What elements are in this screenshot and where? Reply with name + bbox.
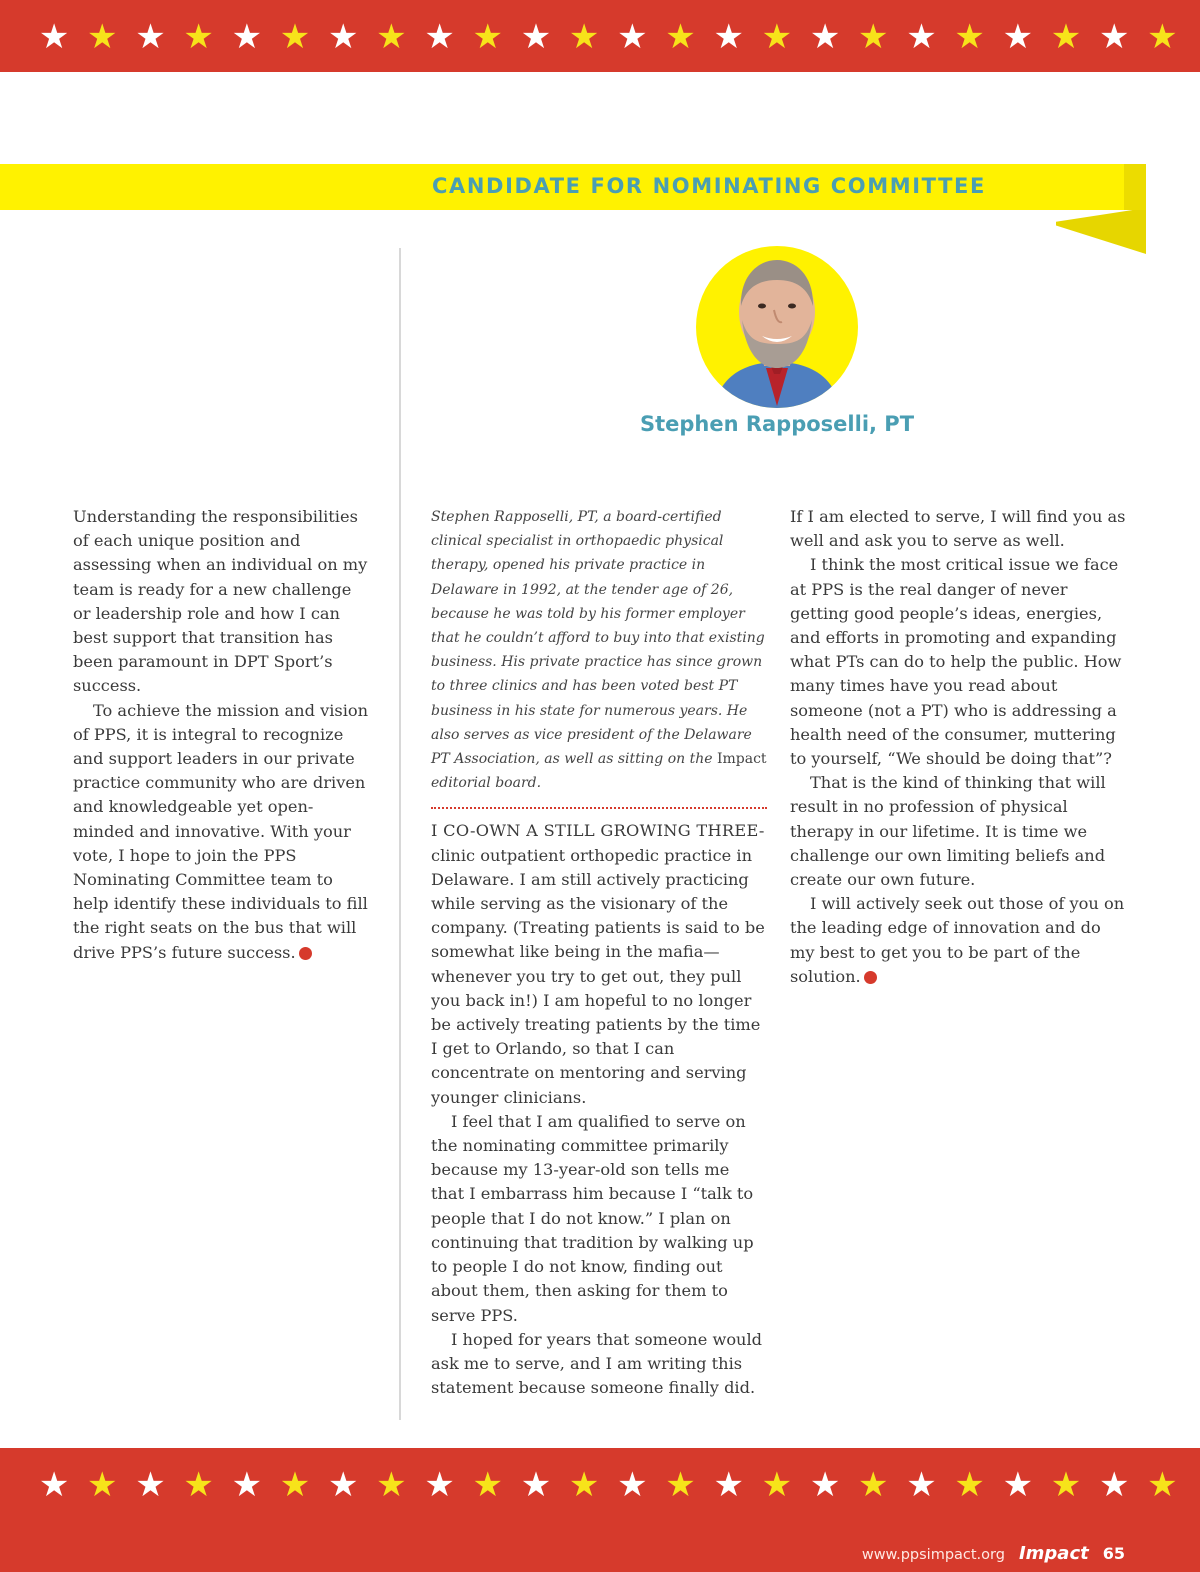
star-icon: ★ (809, 17, 841, 57)
star-icon: ★ (761, 1465, 793, 1505)
bio-text-end: editorial board. (431, 775, 542, 792)
star-row-top (30, 17, 1187, 57)
star-icon: ★ (1002, 1465, 1034, 1505)
page-number: 65 (1102, 1544, 1125, 1563)
star-icon: ★ (38, 17, 70, 57)
star-icon: ★ (183, 1465, 214, 1505)
star-icon: ★ (424, 17, 455, 57)
end-star-icon: ★ (299, 947, 312, 960)
star-icon: ★ (472, 1465, 504, 1505)
candidate-name: Stephen Rapposelli, PT (639, 412, 915, 436)
top-star-banner (0, 0, 1200, 72)
star-icon: ★ (617, 17, 648, 57)
star-icon: ★ (231, 1465, 263, 1505)
ribbon-fold (1056, 208, 1146, 254)
star-icon: ★ (1098, 1465, 1130, 1505)
star-icon: ★ (713, 17, 744, 57)
star-icon: ★ (279, 17, 311, 57)
paragraph (73, 699, 373, 965)
paragraph: I hoped for years that someone would ask me to serve, and I am writing this statement because someone finally did. (431, 1329, 763, 1398)
star-icon: ★ (135, 1465, 166, 1505)
star-icon: ★ (906, 1465, 937, 1505)
star-icon: ★ (183, 17, 214, 57)
paragraph: If I am elected to serve, I will find you as well and ask you to serve as well. (790, 507, 1126, 551)
candidate-bio (431, 505, 767, 795)
paragraph: Understanding the responsibilities of each unique position and assessing when an individual on my team is ready for a new challenge or leadership role and how I can best support that transition has been paramount in DPT Sport’s success. (73, 507, 368, 696)
star-icon: ★ (472, 17, 504, 57)
paragraph: That is the kind of thinking that will result in no profession of physical therapy in our lifetime. It is time we challenge our own limiting beliefs and create our own future. (790, 773, 1106, 890)
star-icon: ★ (1050, 1465, 1082, 1505)
star-icon: ★ (568, 17, 600, 57)
star-icon: ★ (327, 1465, 359, 1505)
star-icon: ★ (279, 1465, 311, 1505)
star-icon: ★ (520, 17, 552, 57)
star-icon: ★ (954, 17, 985, 57)
star-icon: ★ (1002, 17, 1034, 57)
star-icon: ★ (858, 17, 889, 57)
star-icon: ★ (713, 1465, 744, 1505)
paragraph-text: To achieve the mission and vision of PPS, it is integral to recognize and support leaders in our private practice community who are driven and knowledgeable yet open-minded and innovative. With your vote, I hope to join the PPS Nominating Committee team to help identify these individuals to fill the right seats on the bus that will drive PPS’s future success. (73, 700, 369, 962)
star-icon: ★ (376, 1465, 407, 1505)
star-icon: ★ (327, 17, 359, 57)
star-icon: ★ (87, 17, 118, 57)
star-icon: ★ (38, 1465, 70, 1505)
star-icon: ★ (809, 1465, 841, 1505)
column-divider (399, 248, 401, 1420)
star-icon: ★ (1147, 17, 1178, 57)
star-icon: ★ (1050, 17, 1082, 57)
star-icon: ★ (376, 17, 407, 57)
star-icon: ★ (424, 1465, 455, 1505)
paragraph (431, 819, 767, 1109)
star-icon: ★ (665, 1465, 696, 1505)
page-footer (862, 1543, 1125, 1564)
star-icon: ★ (858, 1465, 889, 1505)
bio-text: Stephen Rapposelli, PT, a board-certified clinical specialist in orthopaedic physical therapy, opened his private practice in Delaware in 1992, at the tender age of 26, because he was told by his former employer that he couldn’t afford to buy into that existing business. His private practice has since grown to three clinics and has been voted best PT business in his state for numerous years. He also serves as vice president of the Delaware PT Association, as well as sitting on the (431, 509, 765, 768)
portrait-illustration (696, 246, 858, 408)
bio-publication: Impact (716, 751, 767, 768)
footer-publication: Impact (1018, 1543, 1089, 1564)
star-icon: ★ (761, 17, 793, 57)
footer-url[interactable]: www.ppsimpact.org (861, 1547, 1005, 1563)
star-icon: ★ (231, 17, 263, 57)
column-left (73, 505, 373, 965)
dotted-divider (431, 807, 767, 809)
star-icon: ★ (1147, 1465, 1178, 1505)
paragraph: I feel that I am qualified to serve on the nominating committee primarily because my 13-year-old son tells me that I embarrass him because I “talk to people that I do not know.” I plan on continuing that tradition by walking up to people I do not know, finding out about them, then asking for them to serve PPS. (431, 1111, 754, 1325)
star-icon: ★ (1098, 17, 1130, 57)
paragraph: I think the most critical issue we face at PPS is the real danger of never getting good people’s ideas, energies, and efforts in promoting and expanding what PTs can do to help the public. How many times have you read about someone (not a PT) who is addressing a health need of the consumer, muttering to yourself, “We should be doing that”? (790, 555, 1122, 769)
end-star-icon: ★ (864, 971, 877, 984)
column-middle (431, 505, 767, 1400)
column-right (790, 505, 1130, 989)
star-icon: ★ (520, 1465, 552, 1505)
paragraph (790, 892, 1130, 989)
section-title: CANDIDATE FOR NOMINATING COMMITTEE (432, 174, 986, 198)
lead-in: I CO-OWN A STILL GROWING THREE- (431, 821, 765, 841)
star-row-bottom (30, 1465, 1187, 1505)
star-icon: ★ (954, 1465, 985, 1505)
star-icon: ★ (617, 1465, 648, 1505)
star-icon: ★ (568, 1465, 600, 1505)
star-icon: ★ (87, 1465, 118, 1505)
candidate-portrait (696, 246, 858, 408)
paragraph-text: I will actively seek out those of you on the leading edge of innovation and do my best to get you to be part of the solution. (790, 894, 1125, 986)
star-icon: ★ (665, 17, 696, 57)
paragraph-text: clinic outpatient orthopedic practice in Delaware. I am still actively practicing while serving as the visionary of the company. (Treating patients is said to be somewhat like being in the mafia—whenever you try to get out, they pull you back in!) I am hopeful to no longer be actively treating patients by the time I get to Orlando, so that I can concentrate on mentoring and serving younger clinicians. (431, 845, 765, 1107)
star-icon: ★ (135, 17, 166, 57)
star-icon: ★ (906, 17, 937, 57)
ribbon-end (1124, 164, 1146, 210)
